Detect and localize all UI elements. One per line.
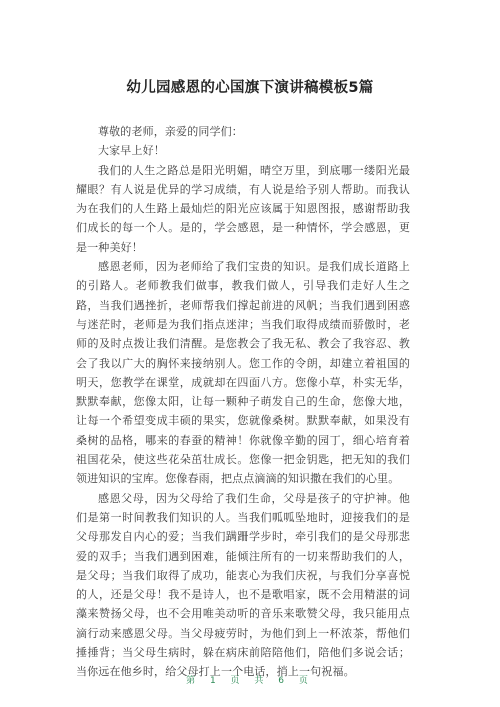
salutation-paragraph: 尊敬的老师，亲爱的同学们：	[98, 125, 243, 138]
greeting-paragraph: 大家早上好！	[98, 144, 165, 158]
body-paragraph: 感恩老师，因为老师给了我们宝贵的知识。是我们成长道路上的引路人。老师教我们做事，教我们做人，引导我们走好人生之路，当我们遇挫折，老师帮我们撑起前进的风帆；当我们遇到困惑与迷茫时，老师是为我们指点迷津；当我们取得成绩而骄傲时，老师的及时点拨让我们清醒。是您教会了我无私、教会了我容忍、教会了我以广大的胸怀来接纳别人。您工作的令朗，却建立着祖国的明天，您教学在课堂，成就却在四面八方。您像小草，朴实无华，默默奉献，您像太阳，让每一颗种子萌发自己的生命，您像大地，让每一个希望变成丰硕的果实，您就像桑树。默默奉献，如果没有桑树的品格，哪来的春蚕的精神！你就像辛勤的园丁，细心培育着祖国花朵，使这些花朵茁壮成长。您像一把金钥匙，把无知的我们领进知识的宝库。您像春雨，把点点滴滴的知识撒在我们的心里。	[76, 260, 410, 486]
page-number-footer: 第 1 页 共 6 页	[186, 676, 314, 686]
document-body	[76, 122, 410, 682]
body-paragraph: 感恩父母，因为父母给了我们生命，父母是孩子的守护神。他们是第一时间教我们知识的人。当我们呱呱坠地时，迎接我们的是父母那发自内心的爱；当我们蹒跚学步时，牵引我们的是父母那悲爱的双手；当我们遇到困难，能倾注所有的一切来帮助我们的人，是父母；当我们取得了成功，能衷心为我们庆祝，与我们分享喜悦的人，还是父母！我不是诗人，也不是歌唱家，既不会用精湛的词藻来赞扬父母，也不会用唯美动听的音乐来歌赞父母，我只能用点滴行动来感恩父母。当父母疲劳时，为他们到上一杯浓茶，帮他们捶捶背；当父母生病时，躲在病床前陪陪他们，陪他们多说会话；当你远在他乡时，给父母打上一个电话，捎上一句祝福。	[76, 491, 410, 679]
document-title: 幼儿园感恩的心国旗下演讲稿模板5篇	[126, 80, 374, 96]
body-paragraph: 我们的人生之路总是阳光明媚，晴空万里，到底哪一缕阳光最耀眼？有人说是优异的学习成绩，有人说是给予别人帮助。而我认为在我们的人生路上最灿烂的阳光应该属于知恩图报，感谢帮助我们成长的每一个人。是的，学会感恩，是一种情怀，学会感恩，更是一种美好！	[76, 163, 410, 254]
